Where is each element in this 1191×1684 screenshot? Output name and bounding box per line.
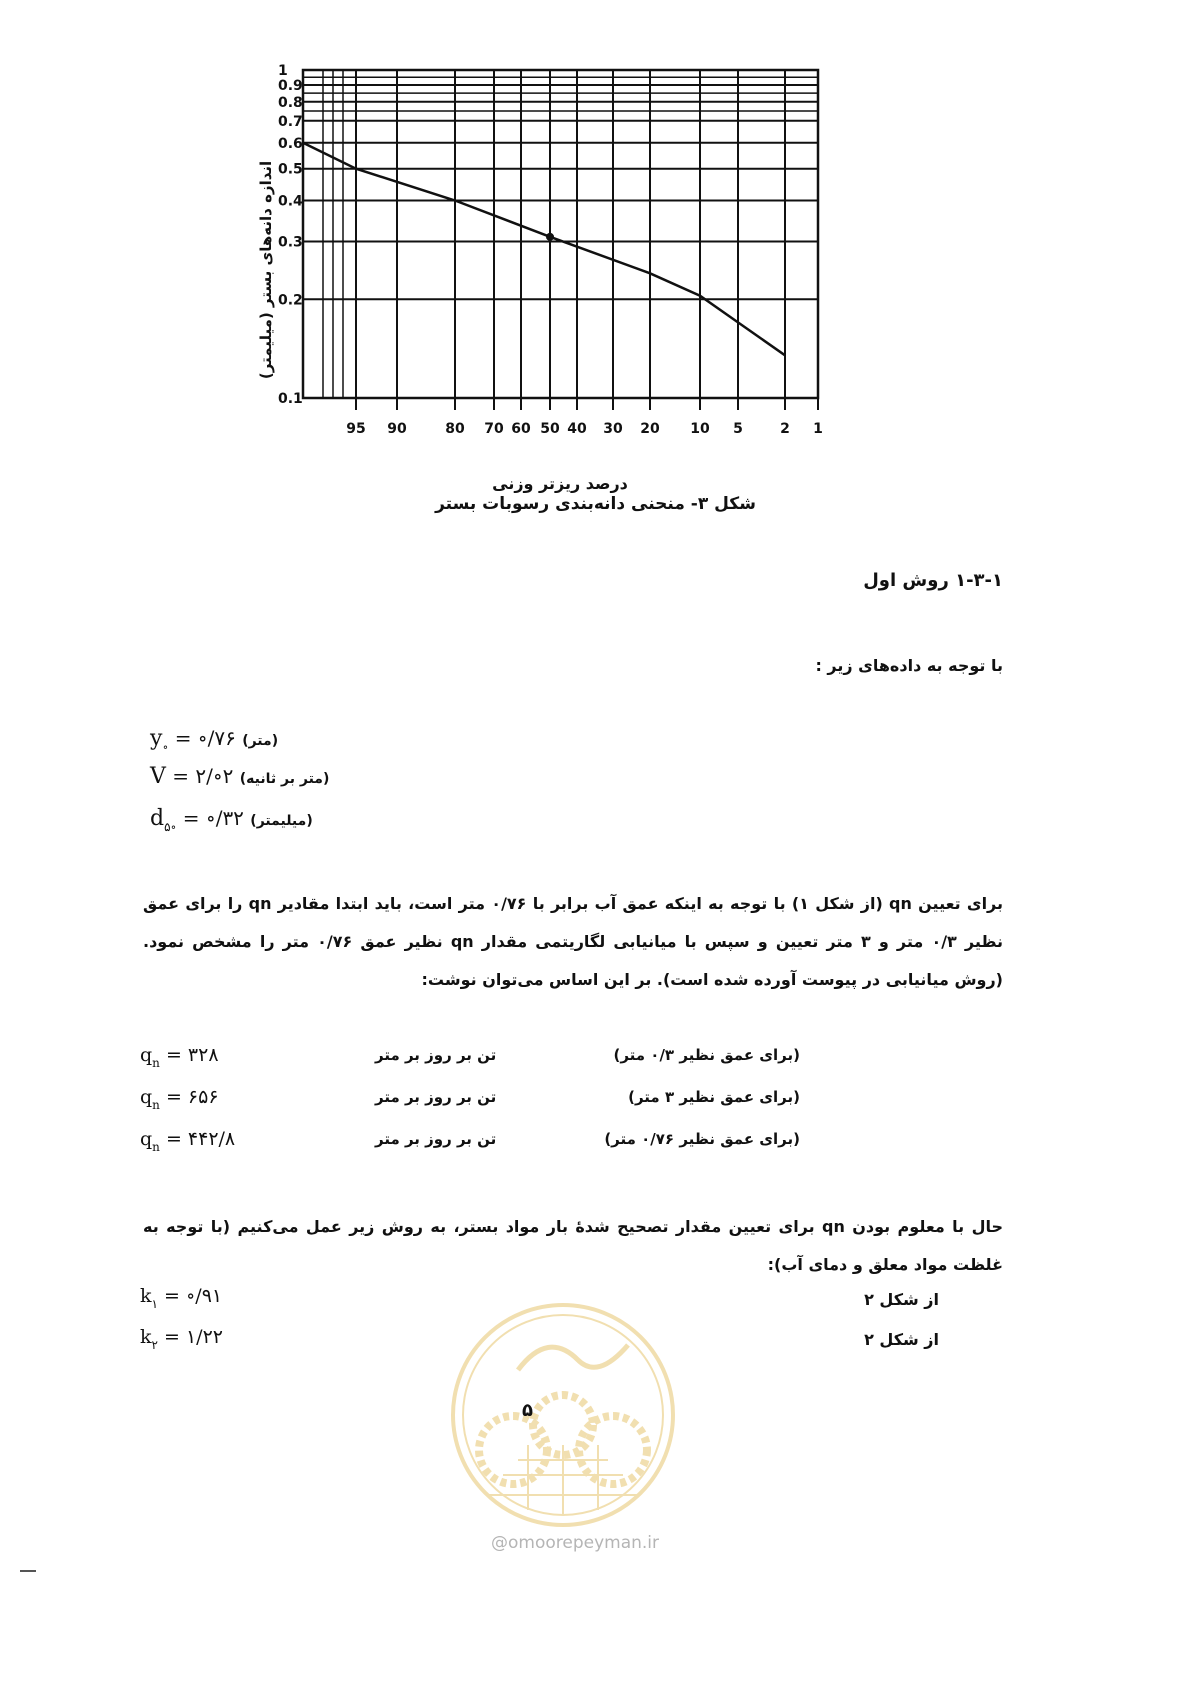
- x-tick-label: 2: [780, 421, 790, 437]
- section-heading: ۱-۳-۱ روش اول: [863, 570, 1003, 591]
- given-velocity: V = ۲/∘۲ (متر بر ثانیه): [150, 764, 330, 789]
- grain-size-chart: [240, 55, 900, 465]
- page-number: ۵: [522, 1400, 533, 1421]
- watermark-seal: [448, 1300, 678, 1530]
- k1-equation: $k_۱$ = ∘/۹۱: [140, 1285, 223, 1311]
- x-tick-label: 95: [346, 421, 366, 437]
- x-tick-label: 10: [690, 421, 710, 437]
- x-tick-label: 1: [813, 421, 823, 437]
- figure-caption: شکل ۳- منحنی دانه‌بندی رسوبات بستر: [435, 494, 756, 514]
- plot-frame: [303, 70, 818, 398]
- y-tick-label: 0.3: [278, 234, 303, 251]
- x-tick-label: 90: [387, 421, 407, 437]
- watermark-text: @omoorepeyman.ir: [490, 1533, 660, 1553]
- grain-size-curve: [303, 143, 785, 355]
- x-tick-label: 80: [445, 421, 465, 437]
- y-tick-label: 1: [278, 63, 288, 79]
- k2-equation: $k_۲$ = ۱/۲۲: [140, 1326, 223, 1352]
- given-y0: $y_\circ$ = ∘/۷۶ (متر): [150, 726, 279, 754]
- qn-row: $q_n$ = ۳۲۸ تن بر روز بر متر (برای عمق نظیر ۰/۳ متر): [140, 1044, 800, 1070]
- qn-row: $q_n$ = ۶۵۶ تن بر روز بر متر (برای عمق نظیر ۳ متر): [140, 1086, 800, 1112]
- x-tick-label: 70: [484, 421, 504, 437]
- paragraph-qn-method: برای تعیین qn (از شکل ۱) با توجه به اینکه عمق آب برابر با ۰/۷۶ متر است، باید ابتدا مقادیر qn را برای عمق نظیر ۰/۳ متر و ۳ متر تعیین و سپس با میانیابی لگاریتمی مقدار qn نظیر عمق ۰/۷۶ متر را مشخص نمود. (روش میانیابی در پیوست آورده شده است). بر این اساس می‌توان نوشت:: [143, 894, 1004, 989]
- y-tick-label: 0.2: [278, 292, 303, 309]
- x-axis-ticks: [346, 421, 823, 437]
- k2-source: از شکل ۲: [864, 1330, 939, 1349]
- intro-text: با توجه به داده‌های زیر :: [815, 656, 1003, 675]
- x-tick-label: 5: [733, 421, 743, 437]
- y-tick-label: 0.4: [278, 193, 303, 210]
- chart-series: [303, 143, 785, 355]
- qn-row: $q_n$ = ۴۴۲/۸ تن بر روز بر متر (برای عمق نظیر ۰/۷۶ متر): [140, 1128, 800, 1154]
- paragraph-correction: حال با معلوم بودن qn برای تعیین مقدار تصحیح شدهٔ بار مواد بستر، به روش زیر عمل می‌کنیم (با توجه به غلظت مواد معلق و دمای آب):: [143, 1217, 1003, 1274]
- given-d50: $d_{۵\circ}$ = ∘/۳۲ (میلیمتر): [150, 806, 313, 834]
- x-tick-label: 60: [511, 421, 531, 437]
- x-tick-label: 20: [640, 421, 660, 437]
- x-tick-label: 50: [540, 421, 560, 437]
- d50-point: [546, 233, 554, 241]
- y-tick-label: 0.9: [278, 78, 303, 95]
- k1-source: از شکل ۲: [864, 1290, 939, 1309]
- x-tick-label: 40: [567, 421, 587, 437]
- y-tick-label: 0.5: [278, 161, 303, 178]
- x-tick-label: 30: [603, 421, 623, 437]
- x-axis-label: درصد ریزتر وزنی: [492, 474, 628, 493]
- y-tick-label: 0.1: [278, 391, 303, 407]
- margin-mark: [20, 1570, 36, 1572]
- y-axis-label: اندازه دانه‌های بستر (میلیمتر): [257, 160, 275, 380]
- y-tick-label: 0.6: [278, 135, 303, 152]
- y-tick-label: 0.8: [278, 94, 303, 111]
- y-axis-label-box: [246, 140, 286, 400]
- y-tick-label: 0.7: [278, 113, 303, 130]
